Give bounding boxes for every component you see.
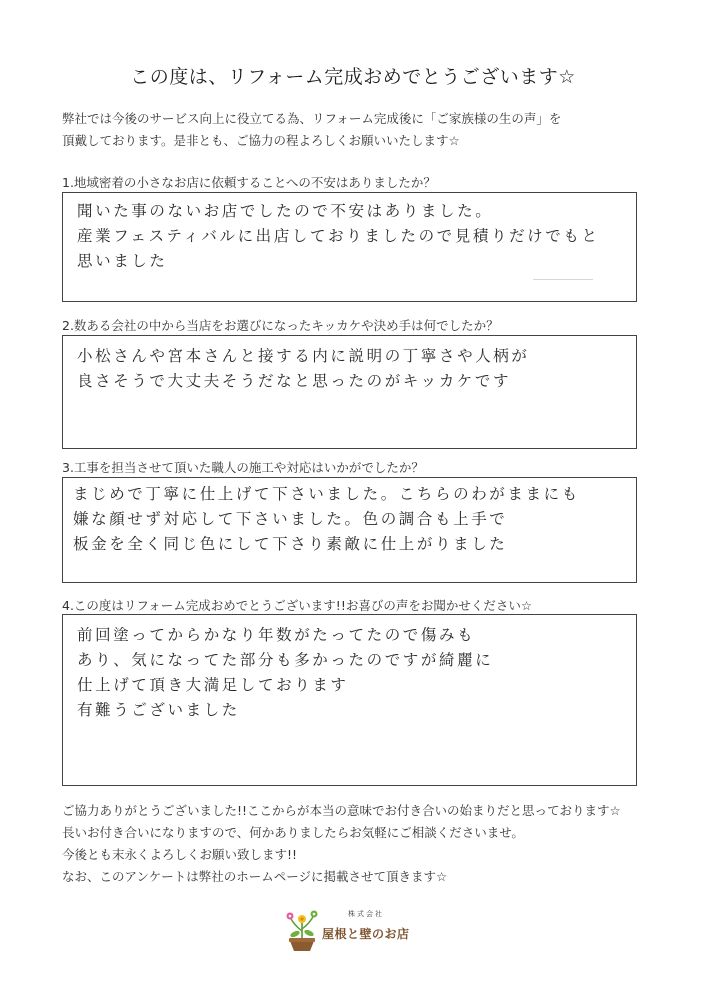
answer-2-text [77,344,626,394]
answer-line: 仕上げて頂き大満足しております [77,676,349,694]
answer-4-text [77,623,626,723]
answer-box-2 [62,335,637,449]
company-name: 屋根と壁のお店 [322,927,410,941]
company-type-label: 株式会社 [348,910,384,918]
closing-line: ご協力ありがとうございました!!ここからが本当の意味でお付き合いの始まりだと思っております☆ [62,803,621,818]
intro-line: 頂戴しております。是非とも、ご協力の程よろしくお願いいたします☆ [62,133,460,148]
question-3-label: 3.工事を担当させて頂いた職人の施工や対応はいかがでしたか？ [62,460,424,475]
question-1-label: 1.地域密着の小さなお店に依頼することへの不安はありましたか？ [62,175,436,190]
closing-line: 今後とも末永くよろしくお願い致します!! [62,847,298,862]
answer-line: 聞いた事のないお店でしたので不安はありました。 [77,202,494,220]
faint-rule [533,279,593,280]
intro-text [62,108,652,152]
question-4-label: 4.この度はリフォーム完成おめでとうございます!!お喜びの声をお聞かせください☆ [62,598,533,613]
question-2-label: 2.数ある会社の中から当店をお選びになったキッカケや決め手は何でしたか？ [62,318,499,333]
answer-3-text [73,482,626,557]
answer-line: まじめで丁寧に仕上げて下さいました。こちらのわがままにも [73,485,580,503]
answer-line: あり、気になってた部分も多かったのですが綺麗に [77,651,494,669]
closing-line: なお、このアンケートは弊社のホームページに掲載させて頂きます☆ [62,869,448,884]
answer-line: 嫌な顔せず対応して下さいました。色の調合も上手で [73,510,508,528]
answer-box-1 [62,192,637,302]
answer-line: 有難うございました [77,701,240,719]
answer-line: 前回塗ってからかなり年数がたってたので傷みも [77,626,476,644]
closing-line: 長いお付き合いになりますので、何かありましたらお気軽にご相談くださいませ。 [62,825,524,840]
answer-box-4 [62,614,637,786]
answer-1-text [77,199,626,274]
page-title: この度は、リフォーム完成おめでとうございます☆ [130,66,576,88]
answer-box-3 [62,477,637,583]
intro-line: 弊社では今後のサービス向上に役立てる為、リフォーム完成後に「ご家族様の生の声」を [62,111,562,126]
answer-line: 板金を全く同じ色にして下さり素敵に仕上がりました [73,535,508,553]
answer-line: 思いました [77,252,168,270]
closing-text [62,800,662,888]
company-logo [280,905,440,955]
flower-pot-icon [280,907,324,953]
answer-line: 小松さんや宮本さんと接する内に説明の丁寧さや人柄が [77,347,530,365]
answer-line: 産業フェスティバルに出店しておりましたので見積りだけでもと [77,227,600,245]
answer-line: 良さそうで大丈夫そうだなと思ったのがキッカケです [77,372,512,390]
